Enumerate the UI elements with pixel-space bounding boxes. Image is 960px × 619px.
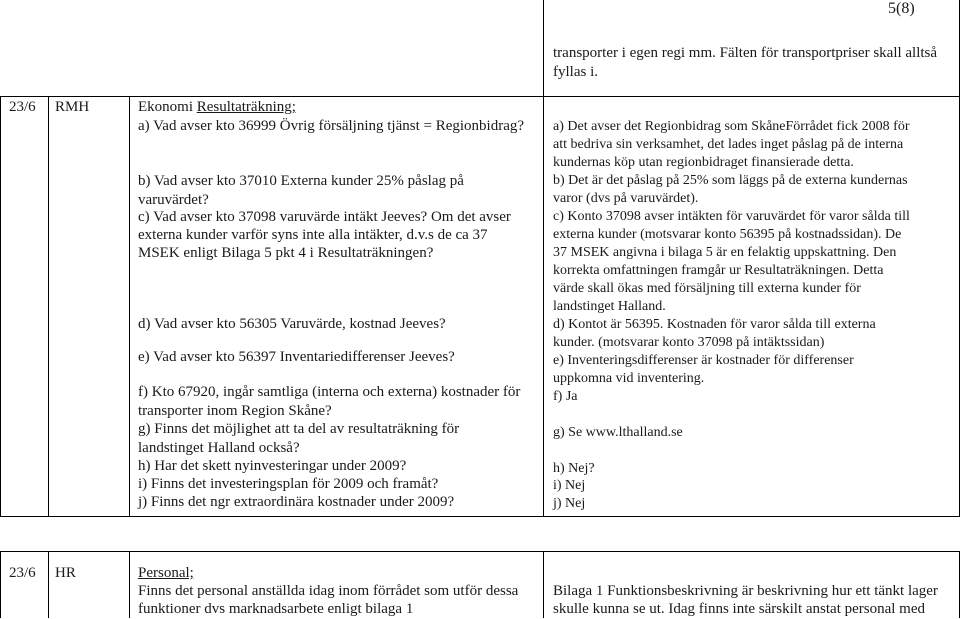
answer-c-line-6: landstinget Halland. (553, 299, 666, 314)
table-border-top (0, 96, 960, 97)
answer-c-line-5: värde skall ökas med försäljning till externa kunder för (553, 281, 861, 296)
question-f-line-1: f) Kto 67920, ingår samtliga (interna och externa) kostnader för (138, 384, 521, 400)
row1-initials: RMH (55, 99, 90, 115)
question-c-line-3: MSEK enligt Bilaga 5 pkt 4 i Resultaträkningen? (138, 245, 434, 261)
question-c-line-1: c) Vad avser kto 37098 varuvärde intäkt Jeeves? Om det avser (138, 209, 511, 225)
row2-date: 23/6 (9, 565, 36, 581)
row2-top-border (0, 551, 960, 552)
col-border-2 (129, 96, 130, 516)
answer-c-line-2: externa kunder (motsvarar konto 56395 på kostnadssidan). De (553, 227, 902, 242)
answer-c-line-1: c) Konto 37098 avser intäkten för varuvärdet för varor sålda till (553, 209, 910, 224)
col-border-3 (543, 0, 544, 516)
row2-border-left (0, 551, 1, 618)
answer-c-line-3: 37 MSEK angivna i bilaga 5 är en felaktig uppskattning. Den (553, 245, 897, 260)
continuation-line-2: fyllas i. (553, 64, 598, 80)
row2-question-line-1: Finns det personal anställda idag inom förrådet som utför dessa (138, 583, 519, 599)
col-border-left (0, 96, 1, 516)
answer-j: j) Nej (553, 496, 586, 511)
question-a: a) Vad avser kto 36999 Övrig försäljning tjänst = Regionbidrag? (138, 118, 525, 134)
col-border-1 (48, 96, 49, 516)
answer-c-line-4: korrekta omfattningen framgår ur Resultaträkningen. Detta (553, 263, 884, 278)
answer-a-line-2: att bedriva sin verksamhet, det lades inget påslag på de interna (553, 137, 904, 152)
row1-date: 23/6 (9, 99, 36, 115)
answer-a-line-1: a) Det avser det Regionbidrag som SkåneFörrådet fick 2008 för (553, 119, 910, 134)
answer-h: h) Nej? (553, 461, 595, 476)
question-g-line-2: landstinget Halland också? (138, 440, 300, 456)
question-i: i) Finns det investeringsplan för 2009 och framåt? (138, 476, 439, 492)
question-b-line-1: b) Vad avser kto 37010 Externa kunder 25% påslag på (138, 173, 464, 189)
row1-heading-underlined: Resultaträkning; (196, 99, 296, 115)
answer-g: g) Se www.lthalland.se (553, 425, 683, 440)
answer-f: f) Ja (553, 389, 578, 404)
question-h: h) Har det skett nyinvesteringar under 2009? (138, 458, 407, 474)
answer-e-line-2: uppkomna vid inventering. (553, 371, 705, 386)
answer-e-line-1: e) Inventeringsdifferenser är kostnader för differenser (553, 353, 854, 368)
question-d: d) Vad avser kto 56305 Varuvärde, kostnad Jeeves? (138, 316, 446, 332)
question-e: e) Vad avser kto 56397 Inventariedifferenser Jeeves? (138, 349, 455, 365)
row-divider (0, 516, 960, 517)
question-g-line-1: g) Finns det möjlighet att ta del av resultaträkning för (138, 421, 460, 437)
row1-heading (138, 98, 296, 117)
answer-i: i) Nej (553, 478, 586, 493)
answer-d-line-1: d) Kontot är 56395. Kostnaden för varor sålda till externa (553, 317, 876, 332)
row2-col-border-3 (543, 551, 544, 618)
question-j: j) Finns det ngr extraordinära kostnader under 2009? (138, 494, 455, 510)
answer-d-line-2: kunder. (motsvarar konto 37098 på intäktssidan) (553, 335, 825, 350)
question-f-line-2: transporter inom Region Skåne? (138, 403, 332, 419)
answer-b-line-1: b) Det är det påslag på 25% som läggs på de externa kundernas (553, 173, 908, 188)
answer-b-line-2: varor (dvs på varuvärdet). (553, 191, 699, 206)
row2-col-border-1 (48, 551, 49, 618)
page-number: 5(8) (888, 0, 915, 17)
row2-heading: Personal; (138, 565, 194, 581)
row2-answer-line-1: Bilaga 1 Funktionsbeskrivning är beskrivning hur ett tänkt lager (553, 583, 938, 599)
question-b-line-2: varuvärdet? (138, 192, 209, 208)
row2-initials: HR (55, 565, 76, 581)
row2-question-line-2: funktioner dvs marknadsarbete enligt bilaga 1 (138, 601, 414, 617)
row2-answer-line-2: skulle kunna se ut. Idag finns inte särskilt anstat personal med (553, 601, 926, 617)
answer-a-line-3: kundernas köp utan regionbidraget finansierade detta. (553, 155, 854, 170)
row1-heading-plain: Ekonomi (138, 99, 197, 115)
question-c-line-2: externa kunder varför syns inte alla intäkter, d.v.s de ca 37 (138, 227, 488, 243)
row2-col-border-2 (129, 551, 130, 618)
continuation-line-1: transporter i egen regi mm. Fälten för transportpriser skall alltså (553, 45, 938, 61)
